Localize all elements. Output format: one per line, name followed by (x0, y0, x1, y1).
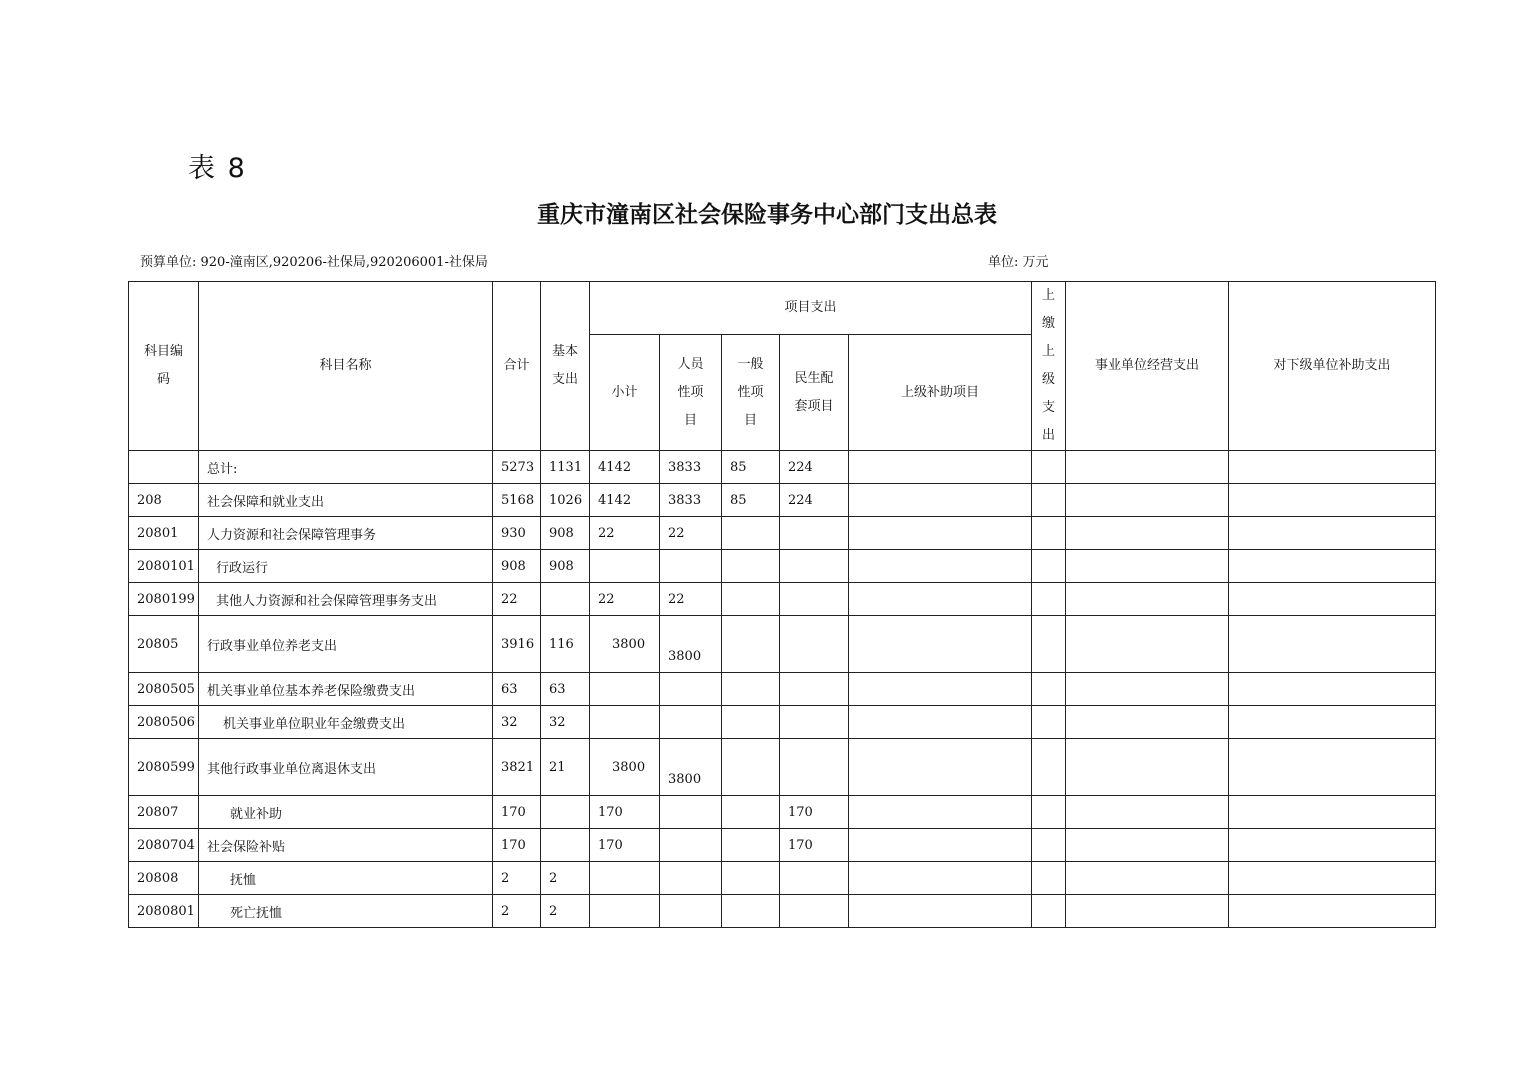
row-personnel (660, 673, 722, 706)
row-total: 5273 (493, 451, 541, 484)
table-row (129, 484, 1436, 517)
row-superior-subsidy (849, 616, 1032, 673)
row-remit-up (1032, 895, 1066, 928)
row-business (1066, 706, 1229, 739)
row-personnel (660, 862, 722, 895)
row-code: 20805 (129, 616, 199, 673)
row-business (1066, 583, 1229, 616)
row-lower-subsidy (1229, 451, 1436, 484)
row-general: 85 (722, 484, 780, 517)
row-subtotal: 22 (590, 517, 660, 550)
row-lower-subsidy (1229, 517, 1436, 550)
row-code: 2080506 (129, 706, 199, 739)
row-remit-up (1032, 706, 1066, 739)
row-remit-up (1032, 616, 1066, 673)
page-title: 重庆市潼南区社会保险事务中心部门支出总表 (537, 201, 997, 228)
table-row (129, 550, 1436, 583)
row-total: 930 (493, 517, 541, 550)
row-code: 2080801 (129, 895, 199, 928)
row-personnel (660, 739, 722, 796)
row-name: 其他行政事业单位离退休支出 (199, 739, 493, 796)
row-subtotal: 4142 (590, 451, 660, 484)
row-total: 908 (493, 550, 541, 583)
table-row (129, 796, 1436, 829)
row-livelihood: 170 (780, 796, 849, 829)
header-general: 一般性项目 (722, 335, 780, 451)
table-row (129, 739, 1436, 796)
row-superior-subsidy (849, 517, 1032, 550)
row-livelihood (780, 862, 849, 895)
row-personnel (660, 829, 722, 862)
row-name: 其他人力资源和社会保障管理事务支出 (199, 583, 493, 616)
row-business (1066, 739, 1229, 796)
row-subtotal-value: 3800 (612, 759, 646, 775)
row-remit-up (1032, 862, 1066, 895)
row-livelihood: 224 (780, 451, 849, 484)
row-lower-subsidy (1229, 583, 1436, 616)
row-lower-subsidy (1229, 616, 1436, 673)
row-general (722, 550, 780, 583)
row-business (1066, 550, 1229, 583)
row-livelihood (780, 583, 849, 616)
row-livelihood (780, 706, 849, 739)
row-code: 2080704 (129, 829, 199, 862)
row-subtotal (590, 616, 660, 673)
row-superior-subsidy (849, 706, 1032, 739)
row-superior-subsidy (849, 451, 1032, 484)
header-project: 项目支出 (590, 282, 1032, 335)
row-lower-subsidy (1229, 895, 1436, 928)
row-basic: 2 (541, 862, 590, 895)
row-basic (541, 829, 590, 862)
row-general (722, 829, 780, 862)
budget-unit-text: 预算单位: 920-潼南区,920206-社保局,920206001-社保局 (140, 255, 488, 270)
row-general (722, 706, 780, 739)
row-name: 社会保险补贴 (199, 829, 493, 862)
row-subtotal (590, 862, 660, 895)
row-personnel (660, 616, 722, 673)
row-remit-up (1032, 796, 1066, 829)
row-code: 2080199 (129, 583, 199, 616)
row-remit-up (1032, 829, 1066, 862)
row-superior-subsidy (849, 829, 1032, 862)
header-personnel: 人员性项目 (660, 335, 722, 451)
row-personnel-value: 3800 (668, 648, 702, 664)
row-subtotal: 22 (590, 583, 660, 616)
row-name: 行政运行 (199, 550, 493, 583)
row-business (1066, 517, 1229, 550)
row-remit-up (1032, 517, 1066, 550)
row-personnel (660, 550, 722, 583)
row-remit-up (1032, 739, 1066, 796)
row-total: 170 (493, 796, 541, 829)
row-total: 2 (493, 862, 541, 895)
row-business (1066, 673, 1229, 706)
row-name: 总计: (199, 451, 493, 484)
row-basic: 908 (541, 517, 590, 550)
row-general (722, 796, 780, 829)
row-basic: 63 (541, 673, 590, 706)
row-basic: 21 (541, 739, 590, 796)
row-total: 63 (493, 673, 541, 706)
row-personnel: 22 (660, 517, 722, 550)
row-basic (541, 796, 590, 829)
row-general (722, 673, 780, 706)
row-subtotal (590, 739, 660, 796)
row-livelihood (780, 517, 849, 550)
row-superior-subsidy (849, 583, 1032, 616)
table-row (129, 829, 1436, 862)
table-row (129, 616, 1436, 673)
row-livelihood (780, 895, 849, 928)
row-superior-subsidy (849, 739, 1032, 796)
row-personnel: 3833 (660, 451, 722, 484)
row-code: 20808 (129, 862, 199, 895)
row-general (722, 583, 780, 616)
row-name: 行政事业单位养老支出 (199, 616, 493, 673)
row-business (1066, 616, 1229, 673)
table-row (129, 583, 1436, 616)
row-subtotal: 4142 (590, 484, 660, 517)
row-lower-subsidy (1229, 829, 1436, 862)
row-total: 5168 (493, 484, 541, 517)
row-general (722, 517, 780, 550)
header-superior-subsidy: 上级补助项目 (849, 335, 1032, 451)
row-code: 20807 (129, 796, 199, 829)
row-name: 抚恤 (199, 862, 493, 895)
row-basic: 2 (541, 895, 590, 928)
table-row (129, 517, 1436, 550)
row-general (722, 739, 780, 796)
row-name: 社会保障和就业支出 (199, 484, 493, 517)
row-business (1066, 484, 1229, 517)
row-name: 死亡抚恤 (199, 895, 493, 928)
row-total: 32 (493, 706, 541, 739)
header-total: 合计 (493, 282, 541, 451)
row-lower-subsidy (1229, 706, 1436, 739)
row-livelihood (780, 616, 849, 673)
table-row (129, 451, 1436, 484)
row-business (1066, 796, 1229, 829)
row-subtotal (590, 706, 660, 739)
row-lower-subsidy (1229, 484, 1436, 517)
row-total: 170 (493, 829, 541, 862)
row-lower-subsidy (1229, 796, 1436, 829)
row-subtotal (590, 550, 660, 583)
row-basic: 32 (541, 706, 590, 739)
table-row (129, 706, 1436, 739)
row-code: 208 (129, 484, 199, 517)
row-subtotal: 170 (590, 796, 660, 829)
header-name: 科目名称 (199, 282, 493, 451)
row-superior-subsidy (849, 862, 1032, 895)
row-business (1066, 451, 1229, 484)
row-general (722, 616, 780, 673)
row-superior-subsidy (849, 484, 1032, 517)
row-superior-subsidy (849, 895, 1032, 928)
row-superior-subsidy (849, 796, 1032, 829)
row-personnel (660, 796, 722, 829)
row-name: 机关事业单位职业年金缴费支出 (199, 706, 493, 739)
expenditure-table (128, 281, 1436, 928)
row-business (1066, 895, 1229, 928)
row-total: 3821 (493, 739, 541, 796)
table-row (129, 862, 1436, 895)
row-code: 2080101 (129, 550, 199, 583)
row-total: 2 (493, 895, 541, 928)
row-lower-subsidy (1229, 862, 1436, 895)
row-total: 3916 (493, 616, 541, 673)
row-code: 20801 (129, 517, 199, 550)
row-personnel (660, 706, 722, 739)
row-personnel: 3833 (660, 484, 722, 517)
header-lower-subsidy: 对下级单位补助支出 (1229, 282, 1436, 451)
row-remit-up (1032, 550, 1066, 583)
row-remit-up (1032, 583, 1066, 616)
row-code (129, 451, 199, 484)
row-livelihood: 224 (780, 484, 849, 517)
row-livelihood (780, 673, 849, 706)
row-basic: 908 (541, 550, 590, 583)
row-subtotal (590, 673, 660, 706)
row-general (722, 862, 780, 895)
header-remit-up: 上缴上级支出 (1032, 282, 1066, 451)
row-lower-subsidy (1229, 550, 1436, 583)
row-personnel (660, 895, 722, 928)
row-personnel-value: 3800 (668, 771, 702, 787)
row-general (722, 895, 780, 928)
row-code: 2080505 (129, 673, 199, 706)
row-name: 人力资源和社会保障管理事务 (199, 517, 493, 550)
row-livelihood (780, 739, 849, 796)
header-code: 科目编码 (129, 282, 199, 451)
row-subtotal-value: 3800 (612, 636, 646, 652)
table-row (129, 895, 1436, 928)
row-business (1066, 829, 1229, 862)
row-superior-subsidy (849, 550, 1032, 583)
row-basic: 1131 (541, 451, 590, 484)
row-remit-up (1032, 484, 1066, 517)
row-personnel: 22 (660, 583, 722, 616)
row-name: 就业补助 (199, 796, 493, 829)
row-code: 2080599 (129, 739, 199, 796)
table-label: 表 8 (188, 153, 247, 184)
row-subtotal (590, 895, 660, 928)
row-name: 机关事业单位基本养老保险缴费支出 (199, 673, 493, 706)
row-remit-up (1032, 451, 1066, 484)
row-total: 22 (493, 583, 541, 616)
row-basic: 1026 (541, 484, 590, 517)
header-livelihood: 民生配套项目 (780, 335, 849, 451)
row-superior-subsidy (849, 673, 1032, 706)
row-subtotal: 170 (590, 829, 660, 862)
header-subtotal: 小计 (590, 335, 660, 451)
table-row (129, 673, 1436, 706)
row-basic (541, 583, 590, 616)
row-livelihood (780, 550, 849, 583)
row-lower-subsidy (1229, 739, 1436, 796)
row-livelihood: 170 (780, 829, 849, 862)
row-lower-subsidy (1229, 673, 1436, 706)
row-basic: 116 (541, 616, 590, 673)
currency-unit-text: 单位: 万元 (988, 255, 1049, 270)
row-business (1066, 862, 1229, 895)
row-general: 85 (722, 451, 780, 484)
header-basic: 基本支出 (541, 282, 590, 451)
row-remit-up (1032, 673, 1066, 706)
header-business: 事业单位经营支出 (1066, 282, 1229, 451)
